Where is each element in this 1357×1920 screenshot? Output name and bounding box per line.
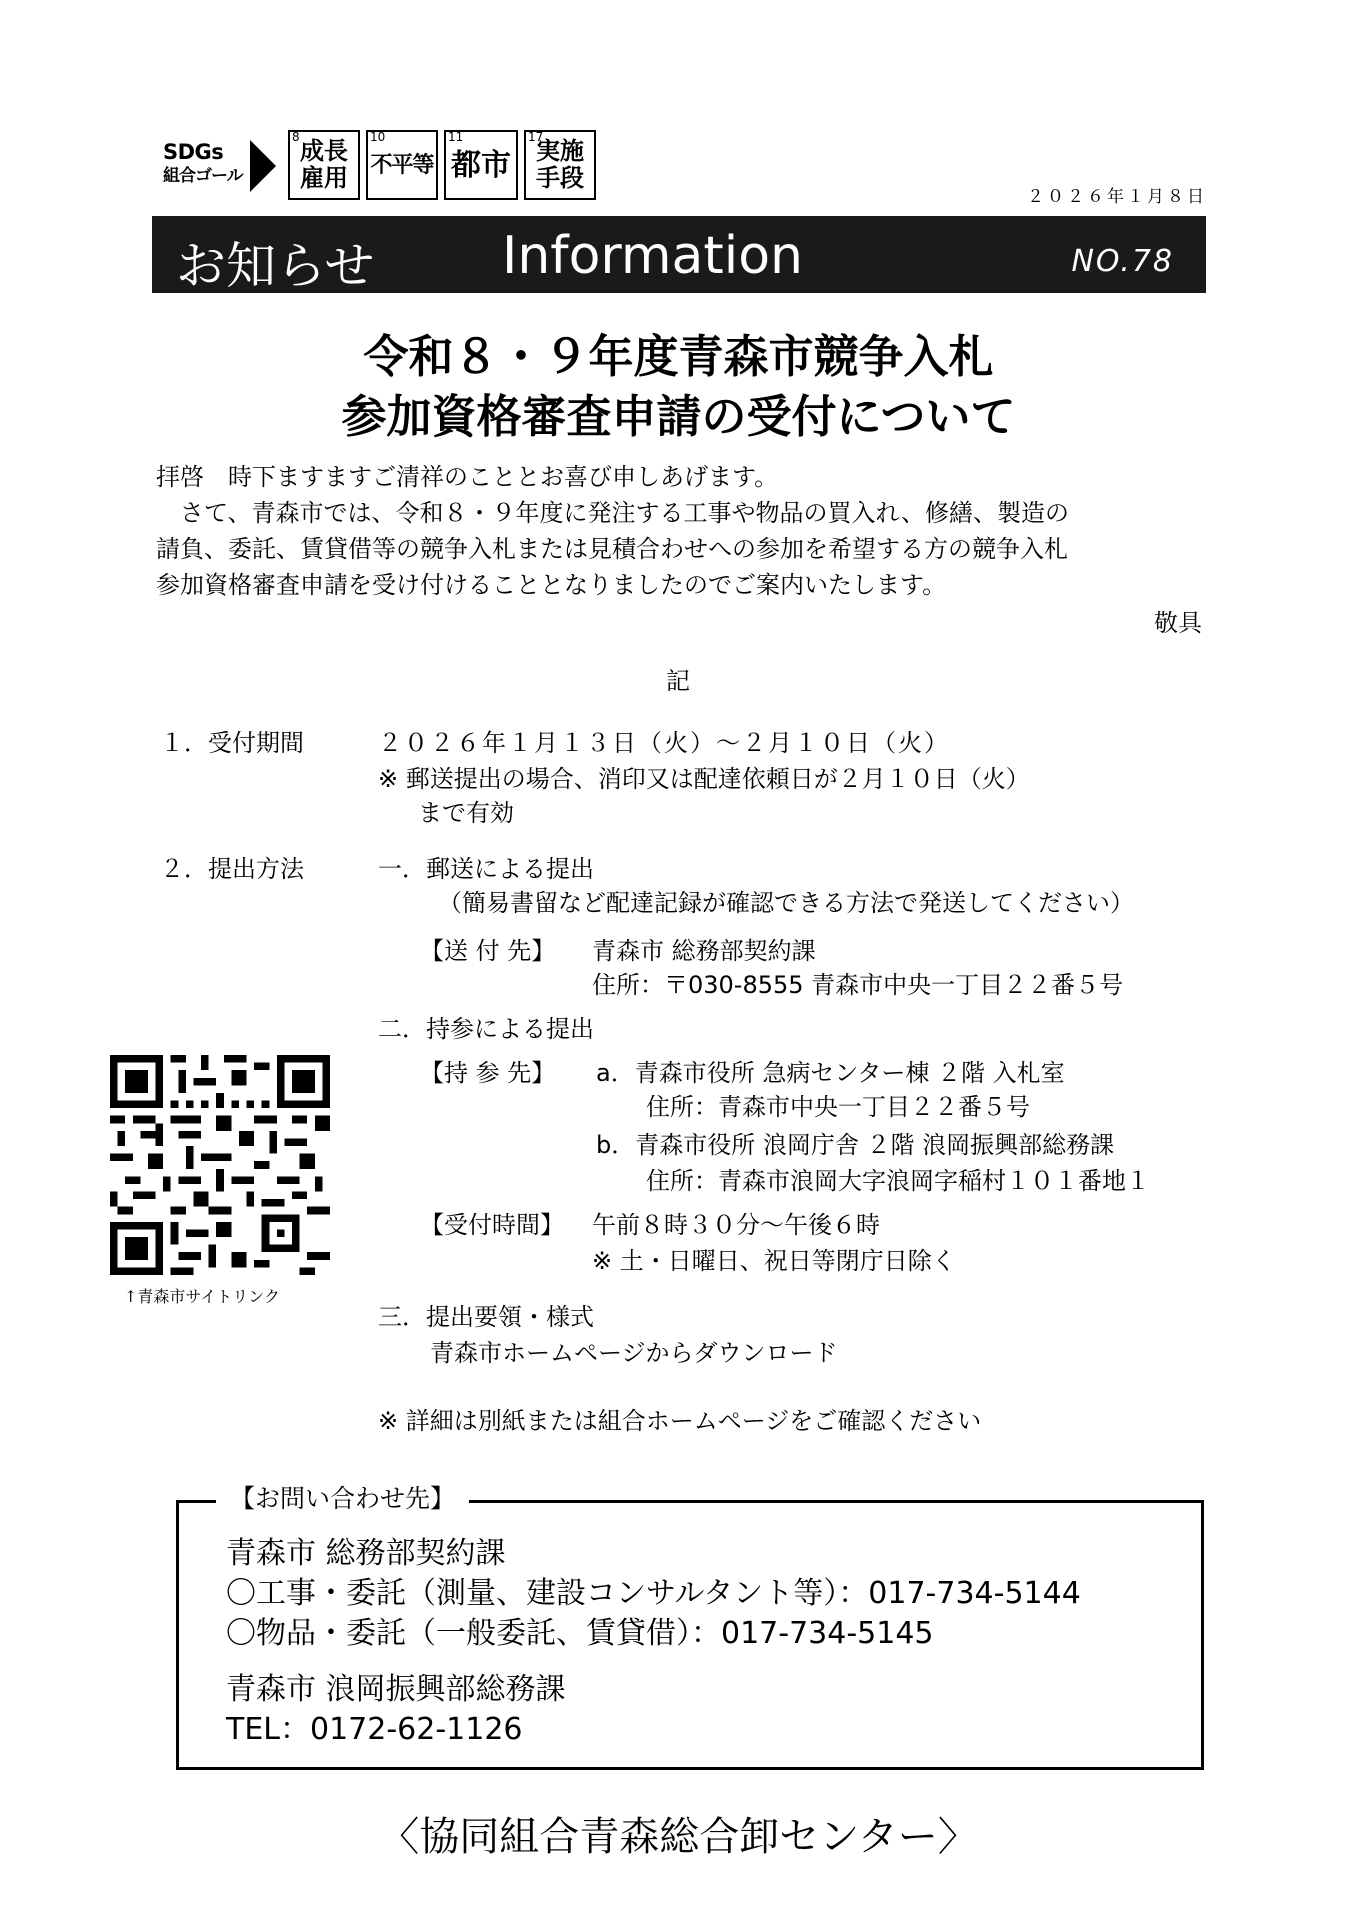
sdgs-goal-17: [524, 130, 596, 200]
ki-mark: 記: [666, 667, 690, 695]
contact-goods: 〇物品・委託（一般委託、賃貸借）：017-734-5145: [226, 1616, 934, 1651]
item2-label: ２．提出方法: [160, 855, 304, 883]
goal-number: 11: [448, 130, 464, 144]
qr-code[interactable]: [110, 1055, 330, 1275]
goal-number: 8: [292, 130, 300, 144]
issue-number: NO.78: [1071, 244, 1174, 279]
hours-label: 【受付時間】: [420, 1211, 564, 1239]
item1-note: ※ 郵送提出の場合、消印又は配達依頼日が２月１０日（火）: [378, 765, 1030, 793]
goal-number: 17: [528, 130, 544, 144]
goal-label-line2: 手段: [536, 164, 584, 192]
mail-note: （簡易書留など配達記録が確認できる方法で発送してください）: [438, 889, 1134, 917]
item1-label: １．受付期間: [160, 729, 304, 757]
bring-dest-a: a．青森市役所 急病センター棟 ２階 入札室: [596, 1059, 1065, 1087]
bring-heading: 二．持参による提出: [378, 1015, 594, 1043]
sdgs-logo: [163, 140, 243, 188]
footer-organization: 〈協同組合青森総合卸センター〉: [379, 1814, 978, 1860]
bring-dest-label: 【持 参 先】: [420, 1059, 556, 1087]
sdgs-logo-line2: 組合ゴール: [163, 166, 243, 186]
forms-heading: 三．提出要領・様式: [378, 1303, 594, 1331]
goal-label-line1: 実施: [536, 137, 584, 165]
banner-jp: お知らせ: [176, 237, 375, 295]
hours: 午前８時３０分～午後６時: [592, 1211, 880, 1239]
sdgs-goal-8: [288, 130, 360, 200]
closing: 敬具: [1154, 609, 1202, 637]
goal-label-line1: 都市: [451, 147, 511, 183]
intro-line4: 参加資格審査申請を受け付けることとなりましたのでご案内いたします。: [156, 571, 947, 599]
hours-note: ※ 土・日曜日、祝日等閉庁日除く: [592, 1247, 956, 1275]
goal-label-line2: 雇用: [300, 164, 348, 192]
bring-dest-b: b．青森市役所 浪岡庁舎 ２階 浪岡振興部総務課: [596, 1131, 1115, 1159]
mail-address: 住所：〒030-8555 青森市中央一丁目２２番５号: [592, 971, 1124, 999]
forms-body: 青森市ホームページからダウンロード: [430, 1339, 838, 1367]
headline-line2: 参加資格審査申請の受付について: [341, 390, 1016, 443]
contact-tel: TEL：0172-62-1126: [226, 1712, 523, 1747]
info-banner: [152, 216, 1206, 293]
intro-line1: 拝啓 時下ますますご清祥のこととお喜び申しあげます。: [156, 463, 779, 491]
play-arrow-icon: [250, 140, 276, 192]
contact-org2: 青森市 浪岡振興部総務課: [226, 1672, 566, 1707]
details-note: ※ 詳細は別紙または組合ホームページをご確認ください: [378, 1407, 982, 1435]
contact-construction: 〇工事・委託（測量、建設コンサルタント等）：017-734-5144: [226, 1576, 1081, 1611]
item1-note-cont: まで有効: [418, 799, 514, 827]
intro-line2: さて、青森市では、令和８・９年度に発注する工事や物品の買入れ、修繕、製造の: [156, 499, 1069, 527]
sdgs-goal-10: [366, 130, 438, 200]
item1-period: ２０２６年１月１３日（火）～２月１０日（火）: [378, 729, 950, 757]
mail-dest: 青森市 総務部契約課: [592, 937, 816, 965]
contact-title: 【お問い合わせ先】: [216, 1482, 469, 1516]
contact-org1: 青森市 総務部契約課: [226, 1536, 506, 1571]
headline-line1: 令和８・９年度青森市競争入札: [363, 330, 994, 383]
issue-date: ２０２６年１月８日: [1027, 187, 1207, 207]
bring-dest-a-address: 住所：青森市中央一丁目２２番５号: [646, 1093, 1030, 1121]
banner-en: Information: [502, 226, 804, 286]
goal-label-line1: 成長: [300, 137, 348, 165]
mail-dest-label: 【送 付 先】: [420, 937, 556, 965]
goal-label-line1: 不平等: [370, 152, 434, 178]
sdgs-goal-11: [444, 130, 518, 200]
intro-line3: 請負、委託、賃貸借等の競争入札または見積合わせへの参加を希望する方の競争入札: [156, 535, 1068, 563]
qr-caption: ↑青森市サイトリンク: [124, 1287, 280, 1306]
bring-dest-b-address: 住所：青森市浪岡大字浪岡字稲村１０１番地１: [646, 1167, 1150, 1195]
goal-number: 10: [370, 130, 386, 144]
mail-heading: 一．郵送による提出: [378, 855, 594, 883]
sdgs-logo-line1: SDGs: [163, 140, 224, 164]
